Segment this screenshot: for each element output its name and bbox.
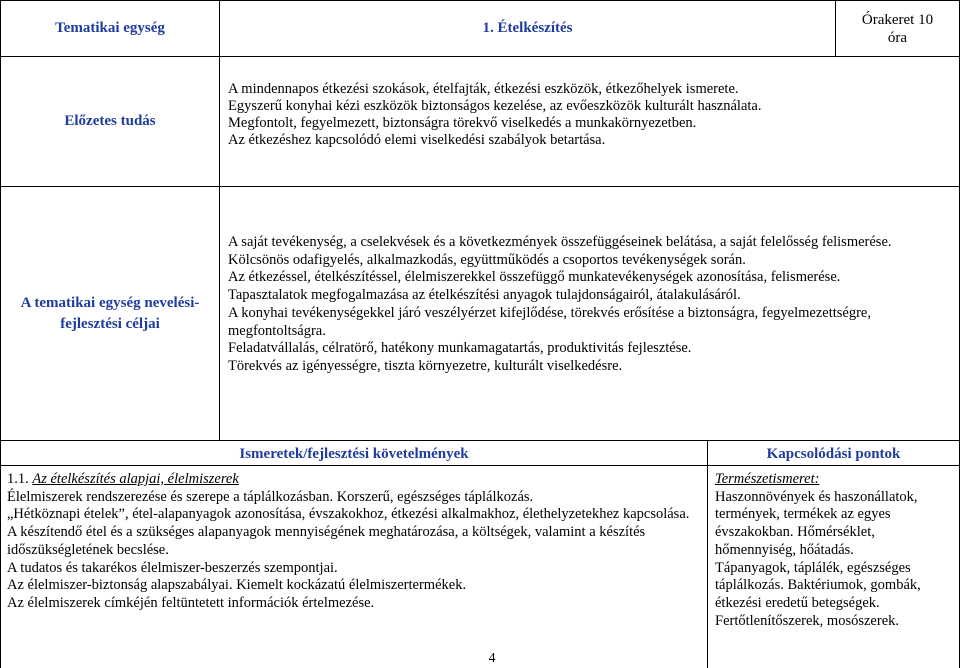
- requirements-header-cell: [0, 440, 708, 466]
- goal-line: Feladatvállalás, célratörő, hatékony munkamagatartás, produktivitás fejlesztése.: [228, 340, 692, 357]
- unit-title-cell: [219, 0, 836, 57]
- connections-header: Kapcsolódási pontok: [766, 446, 901, 462]
- goals-content: [219, 186, 960, 441]
- connections-content: [707, 465, 960, 668]
- page-number: 4: [488, 651, 496, 666]
- prior-knowledge-label-cell: [0, 56, 220, 187]
- section-number: 1.1.: [7, 471, 29, 487]
- connections-header-cell: [707, 440, 960, 466]
- hours-line-1: Órakeret 10: [861, 11, 934, 28]
- goals-label-line-1: A tematikai egység nevelési-: [20, 294, 200, 311]
- connection-line: Fertőtlenítőszerek, mosószerek.: [715, 612, 900, 629]
- hours-cell: [835, 0, 960, 57]
- requirement-line: Az élelmiszerek címkéjén feltüntetett információk értelmezése.: [7, 594, 375, 611]
- connections-subject: Természetismeret:: [715, 471, 820, 487]
- unit-title: 1. Ételkészítés: [482, 20, 573, 36]
- requirement-line: A készítendő étel és a szükséges alapanyagok mennyiségének meghatározása, a költségek, valamint a készítés időszükségletének becslése.: [7, 524, 646, 558]
- hours-line-2: óra: [887, 29, 908, 46]
- unit-label: Tematikai egység: [55, 20, 165, 36]
- goals-label-line-2: fejlesztési céljai: [60, 315, 160, 332]
- connection-line: Tápanyagok, táplálék, egészséges táplálkozás. Baktériumok, gombák, étkezési eredetű betegségek.: [715, 559, 921, 611]
- requirements-header: Ismeretek/fejlesztési követelmények: [239, 446, 469, 462]
- goals-label-cell: [0, 186, 220, 441]
- goal-line: Az étkezéssel, ételkészítéssel, élelmiszerekkel összefüggő munkatevékenységek azonosítása, felismerése.: [228, 269, 841, 286]
- unit-label-cell: [0, 0, 220, 57]
- prior-knowledge-label: Előzetes tudás: [64, 113, 156, 129]
- goal-line: Törekvés az igényességre, tiszta környezetre, kulturált viselkedésre.: [228, 357, 623, 374]
- prior-knowledge-line: Egyszerű konyhai kézi eszközök biztonságos kezelése, az evőeszközök kulturált használata.: [228, 98, 762, 114]
- prior-knowledge-line: Az étkezéshez kapcsolódó elemi viselkedési szabályok betartása.: [228, 132, 606, 148]
- requirement-line: „Hétköznapi ételek”, étel-alapanyagok azonosítása, évszakokhoz, étkezési alkalmakhoz, élethelyzetekhez kapcsolása.: [7, 506, 690, 523]
- prior-knowledge-line: Megfontolt, fegyelmezett, biztonságra törekvő viselkedés a munkakörnyezetben.: [228, 115, 697, 131]
- goal-line: A saját tevékenység, a cselekvések és a következmények összefüggéseinek belátása, a saját felelősség felismerése.: [228, 234, 892, 250]
- requirement-line: Az élelmiszer-biztonság alapszabályai. Kiemelt kockázatú élelmiszertermékek.: [7, 577, 467, 594]
- section-title: Az ételkészítés alapjai, élelmiszerek: [32, 471, 239, 487]
- connection-line: Haszonnövények és haszonállatok, termények, termékek az egyes évszakokban. Hőmérséklet, hőmennyiség, hőátadás.: [715, 488, 918, 558]
- goal-line: A konyhai tevékenységekkel járó veszélyérzet kifejlődése, törekvés erősítése a biztonságra, fegyelmezettségre, megfontoltságra.: [228, 304, 871, 339]
- requirement-line: Élelmiszerek rendszerezése és szerepe a táplálkozásban. Korszerű, egészséges táplálkozás.: [7, 488, 534, 505]
- prior-knowledge-line: A mindennapos étkezési szokások, ételfajták, étkezési eszközök, étkezőhelyek ismerete.: [228, 81, 739, 97]
- goal-line: Kölcsönös odafigyelés, alkalmazkodás, együttműködés a csoportos tevékenységek során.: [228, 251, 746, 268]
- requirement-line: A tudatos és takarékos élelmiszer-beszerzés szempontjai.: [7, 559, 338, 576]
- goal-line: Tapasztalatok megfogalmazása az ételkészítési anyagok tulajdonságairól, átalakulásáról.: [228, 287, 741, 304]
- prior-knowledge-content: [219, 56, 960, 187]
- requirements-content: [0, 465, 708, 668]
- section-heading: [7, 471, 701, 489]
